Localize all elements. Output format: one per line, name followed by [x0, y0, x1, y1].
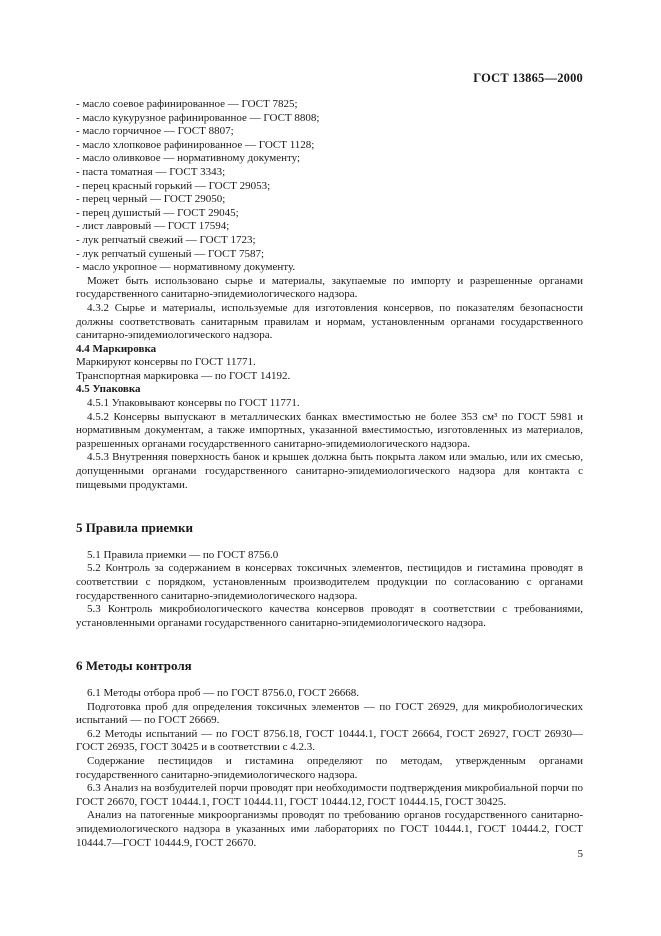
- section-heading-5: 5 Правила приемки: [76, 520, 193, 536]
- paragraph-5-1: 5.1 Правила приемки — по ГОСТ 8756.0: [87, 548, 279, 561]
- paragraph-6-2: 6.2 Методы испытаний — по ГОСТ 8756.18, ГОСТ 10444.1, ГОСТ 26664, ГОСТ 26927, ГОСТ 26930—ГОСТ 26935, ГОСТ 30425 и в соответствии с 4.2.3.: [76, 727, 583, 754]
- paragraph-4-3-2: 4.3.2 Сырье и материалы, используемые для изготовления консервов, по показателям безопасности должны соответствовать санитарным правилам и нормам, установленным органами государственного санитарно-эпидемиологического надзора.: [76, 301, 583, 342]
- paragraph-import: Может быть использовано сырье и материалы, закупаемые по импорту и разрешенные органами государственного санитарно-эпидемиологического надзора.: [76, 274, 583, 301]
- paragraph-5-3: 5.3 Контроль микробиологического качества консервов проводят в соответствии с требованиями, установленными органами государственного санитарно-эпидемиологического надзора.: [76, 603, 583, 629]
- paragraph-6-1: 6.1 Методы отбора проб — по ГОСТ 8756.0, ГОСТ 26668.: [87, 686, 360, 699]
- list-item: - перец черный — ГОСТ 29050;: [76, 193, 226, 206]
- paragraph-6-2-pest: Содержание пестицидов и гистамина определяют по методам, утвержденным органами государственного санитарно-эпидемиологического надзора.: [76, 754, 583, 781]
- list-item: - масло оливковое — нормативному документу;: [76, 152, 301, 165]
- list-item: - масло хлопковое рафинированное — ГОСТ 1128;: [76, 138, 315, 151]
- page-body: [76, 98, 583, 850]
- paragraph-6-1-prep: Подготовка проб для определения токсичных элементов — по ГОСТ 26929, для микробиологических испытаний — по ГОСТ 26669.: [76, 700, 583, 727]
- subsection-heading-4-4: 4.4 Маркировка: [76, 342, 157, 355]
- section-heading-6: 6 Методы контроля: [76, 658, 192, 674]
- list-item: - лук репчатый свежий — ГОСТ 1723;: [76, 233, 256, 246]
- page-header-standard-code: ГОСТ 13865—2000: [473, 71, 583, 85]
- list-item: - лист лавровый — ГОСТ 17594;: [76, 220, 230, 233]
- list-item: - перец душистый — ГОСТ 29045;: [76, 206, 239, 219]
- paragraph-6-3-path: Анализ на патогенные микроорганизмы проводят по требованию органов государственного санитарно-эпидемиологического надзора в указанных ими лабораториях по ГОСТ 10444.1, ГОСТ 10444.2, ГОСТ 10444.7—ГОСТ 10444.9, ГОСТ 26670.: [76, 809, 583, 849]
- list-item: - масло горчичное — ГОСТ 8807;: [76, 125, 234, 138]
- list-item: - лук репчатый сушеный — ГОСТ 7587;: [76, 247, 265, 260]
- list-item: - масло соевое рафинированное — ГОСТ 7825;: [76, 98, 298, 110]
- paragraph-4-4-a: Маркируют консервы по ГОСТ 11771.: [76, 356, 256, 369]
- paragraph-6-3: 6.3 Анализ на возбудителей порчи проводят при необходимости подтверждения микробиальной порчи по ГОСТ 26670, ГОСТ 10444.1, ГОСТ 10444.11, ГОСТ 10444.12, ГОСТ 10444.15, ГОСТ 30425.: [76, 782, 583, 808]
- list-item: - паста томатная — ГОСТ 3343;: [76, 165, 226, 178]
- paragraph-5-2: 5.2 Контроль за содержанием в консервах токсичных элементов, пестицидов и гистамина проводят в соответствии с порядком, установленным производителем продукции по согласованию с органами государственного санитарно-эпидемиологического надзора.: [76, 562, 583, 602]
- paragraph-4-4-b: Транспортная маркировка — по ГОСТ 14192.: [76, 369, 291, 382]
- list-item: - перец красный горький — ГОСТ 29053;: [76, 179, 271, 192]
- paragraph-4-5-2: 4.5.2 Консервы выпускают в металлических банках вместимостью не более 353 см³ по ГОСТ 5981 и нормативным документам, а также импортных, указанной вместимостью, изготовленных из материалов, разрешенных органами государственного санитарно-эпидемиологического надзора.: [76, 410, 583, 450]
- list-item: - масло укропное — нормативному документу.: [76, 261, 296, 274]
- page-number: 5: [577, 848, 583, 860]
- paragraph-4-5-1: 4.5.1 Упаковывают консервы по ГОСТ 11771.: [87, 397, 300, 410]
- paragraph-4-5-3: 4.5.3 Внутренняя поверхность банок и крышек должна быть покрыта лаком или эмалью, или их смесью, допущенными органами государственного санитарно-эпидемиологического надзора для контакта с пищевыми продуктами.: [76, 451, 583, 491]
- list-item: - масло кукурузное рафинированное — ГОСТ 8808;: [76, 111, 320, 124]
- subsection-heading-4-5: 4.5 Упаковка: [76, 383, 141, 396]
